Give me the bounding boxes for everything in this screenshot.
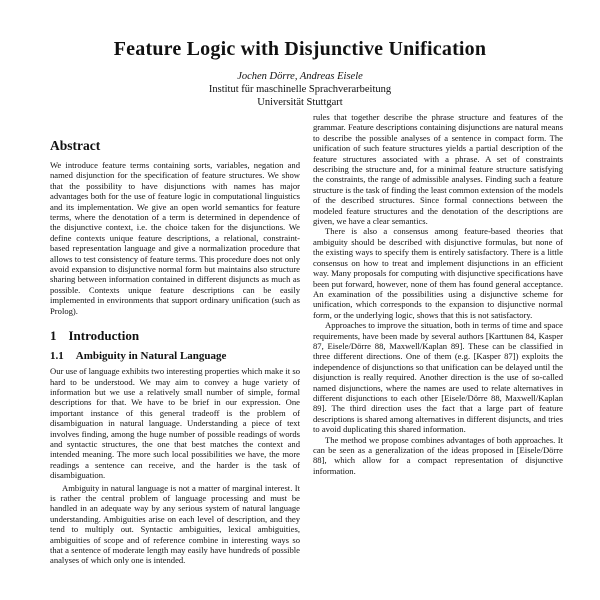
author-institute: Institut für maschinelle Sprachverarbeitung [208,84,392,95]
author-names: Jochen Dörre, Andreas Eisele [237,71,363,82]
author-university: Universität Stuttgart [257,97,343,108]
introduction-heading [50,328,300,344]
section-number: 1 [50,328,57,344]
body-paragraph: rules that together describe the phrase structure and features of the grammar. Feature descriptions containing disjunctions are natural means to describe the possible analyses of a sentence in compact form. The unification of such feature structures yields a partial description of the feature structures associated with a phrase. A set of constraints describing the structure and, for a minimal feature structure satisfying the constraints, the range of admissible analyses. Finding such a feature structure is the task of finding the least common extension of the models of the described structures. Since formal connections between the modeled feature structures and the denotation of the descriptions are given, we have a clear semantics. [313,112,563,227]
paper-title: Feature Logic with Disjunctive Unification [113,38,487,60]
left-column [50,138,300,566]
abstract-heading: Abstract [50,138,101,153]
body-paragraph: The method we propose combines advantages of both approaches. It can be seen as a generalization of the ideas proposed in [Eisele/Dörre 88], which allow for a compact representation of disjunctive information. [313,434,563,476]
intro-paragraph: Our use of language exhibits two interesting properties which make it so hard to be understood. We may aim to convey a huge variety of information but we use a relatively small number of simple, formal descriptions for that. We have to be brief in our expression. One important instance of this general tradeoff is the problem of disambiguation in natural language. Understanding a piece of text involves finding, among the huge number of possible readings of words and syntactic structures, the one that best matches the context and intended meaning. The more such local possibilities we have, the more readings a sentence can receive, and the harder is the task of disambiguation. [50,366,300,481]
intro-paragraph: Ambiguity in natural language is not a matter of marginal interest. It is rather the central problem of language processing and must be handled in an adequate way by any serious system of natural language understanding. Ambiguities arise on each level of description, and they tend to multiply out. Syntactic ambiguities, lexical ambiguities, ambiguities of scope and of reference combine in interesting ways so that a sentence of moderate length may easily have hundreds of possible analyses of which only one is intended. [50,482,300,566]
abstract-text: We introduce feature terms containing sorts, variables, negation and named disjunction for the specification of feature structures. We show that the possibility to have disjunctions with names has major advantages both for the use of feature logic in computational linguistics and its implementation. We give an open world semantics for feature terms, where the denotation of a term is determined in dependence of the disjunctive context, i.e. the choice taken for the disjunctions. We define contexts unique feature descriptions, a relational, constraint-based representation language and give a normalization procedure that allows to test consistency of feature terms. This procedure does not only avoid expansion to disjunctive normal form but maintains also structure sharing between information contained in different disjuncts as much as possible. Contexts unique feature descriptions can be easily implemented in environments that support ordinary unification (such as Prolog). [50,160,300,316]
body-paragraph: There is also a consensus among feature-based theories that ambiguity should be described with disjunctive formulas, but none of the existing ways to specify them is entirely satisfactory. There is a little consensus on how to treat and implement disjunctions in an efficient way. Many proposals for computing with disjunctive specifications have been put forward, however, none of them has found general acceptance. An examination of the possibilities using a disjunctive scheme for unification, which corresponds to the expansion to disjunctive normal form, or the underlying logic, shows that this is not satisfactory. [313,226,563,320]
body-paragraph: Approaches to improve the situation, both in terms of time and space requirements, have been made by several authors [Karttunen 84, Kasper 87, Eisele/Dörre 88, Maxwell/Kaplan 89]. These can be classified in three different directions. One of them (e.g. [Kasper 87]) exploits the independence of disjunctions so that unification can be delayed until the disjunction is really required. Another direction is the use of so-called named disjunctions, where the names are used to relate alternatives in different disjunctions to each other [Eisele/Dörre 88, Maxwell/Kaplan 89]. The third direction uses the fact that a large part of feature descriptions is shared among alternatives in different disjuncts, and tries to avoid duplicating this shared information. [313,320,563,435]
section-title: Introduction [68,328,140,344]
subsection-heading [50,350,300,362]
author-block [0,70,600,109]
subsection-title: Ambiguity in Natural Language [75,350,227,363]
right-column [313,112,563,476]
subsection-number: 1.1 [50,350,64,363]
